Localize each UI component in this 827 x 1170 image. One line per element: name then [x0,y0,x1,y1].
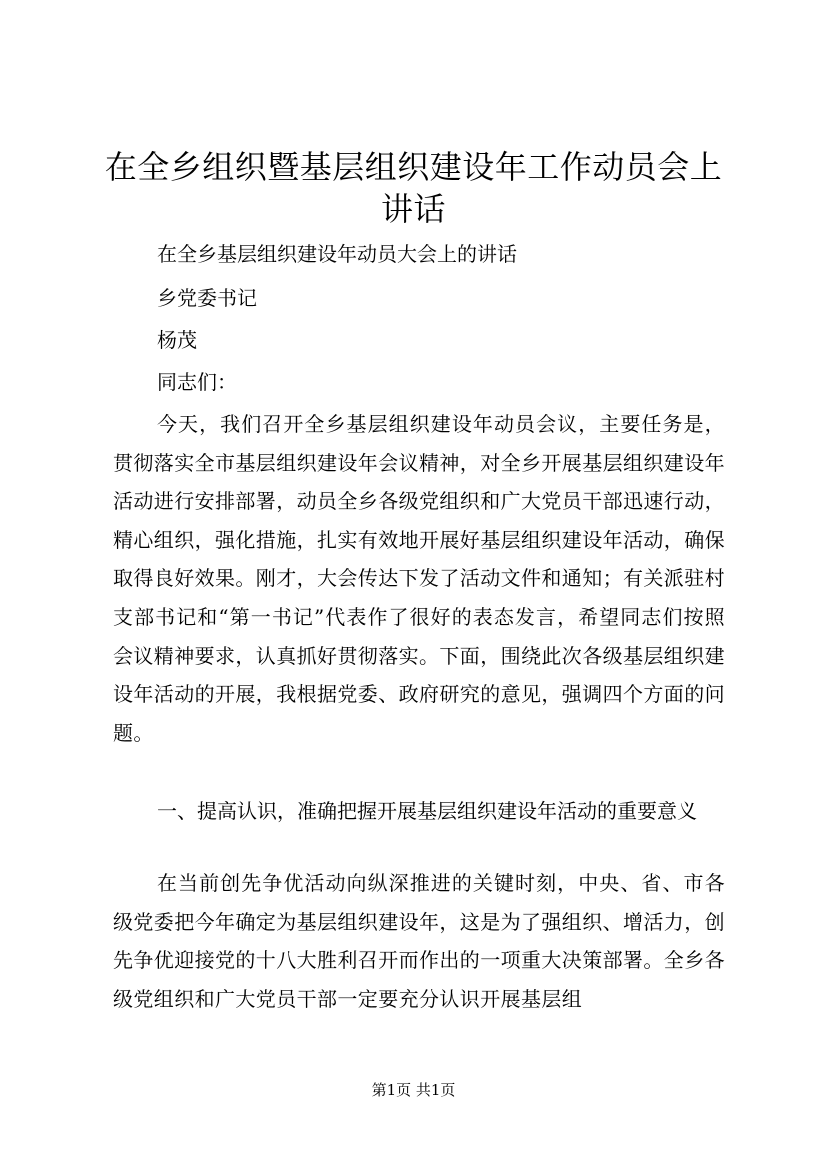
speaker-name: 杨茂 [157,328,197,352]
speech-subtitle: 在全乡基层组织建设年动员大会上的讲话 [157,242,517,266]
section-heading-1: 一、提高认识，准确把握开展基层组织建设年活动的重要意义 [157,799,697,823]
document-title: 在全乡组织暨基层组织建设年工作动员会上讲话 [104,148,723,228]
speaker-role: 乡党委书记 [157,286,257,310]
salutation: 同志们： [157,370,237,394]
paragraph-section-1: 在当前创先争优活动向纵深推进的关键时刻，中央、省、市各级党委把今年确定为基层组织建设年，这是为了强组织、增活力，创先争优迎接党的十八大胜利召开而作出的一项重大决策部署。全乡各级党组织和广大党员干部一定要充分认识开展基层组 [113,871,725,1011]
paragraph-opening: 今天，我们召开全乡基层组织建设年动员会议，主要任务是，贯彻落实全市基层组织建设年会议精神，对全乡开展基层组织建设年活动进行安排部署，动员全乡各级党组织和广大党员干部迅速行动，精心组织，强化措施，扎实有效地开展好基层组织建设年活动，确保取得良好效果。刚才，大会传达下发了活动文件和通知；有关派驻村支部书记和“第一书记”代表作了很好的表态发言，希望同志们按照会议精神要求，认真抓好贯彻落实。下面，围绕此次各级基层组织建设年活动的开展，我根据党委、政府研究的意见，强调四个方面的问题。 [113,412,725,745]
page-footer: 第1页 共1页 [371,1081,456,1099]
